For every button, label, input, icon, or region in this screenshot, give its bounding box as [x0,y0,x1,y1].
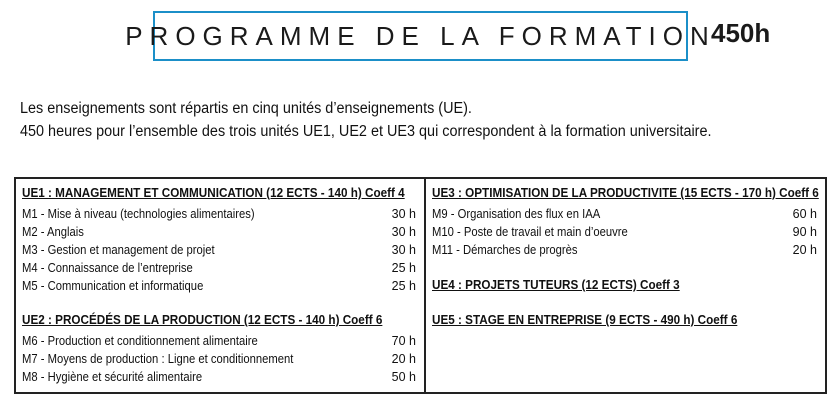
intro-line-2: 450 heures pour l’ensemble des trois unités UE1, UE2 et UE3 qui correspondent à la formation universitaire. [20,123,712,140]
module-label: M8 - Hygiène et sécurité alimentaire [22,370,203,384]
ue5-heading: UE5 : STAGE EN ENTREPRISE (9 ECTS - 490 h) Coeff 6 [432,312,738,327]
module-label: M6 - Production et conditionnement alimentaire [22,334,258,348]
module-label: M4 - Connaissance de l’entreprise [22,261,193,275]
module-label: M1 - Mise à niveau (technologies alimentaires) [22,207,255,221]
module-row [22,223,416,241]
module-row [432,205,817,223]
title-box [125,11,716,61]
ue3-heading: UE3 : OPTIMISATION DE LA PRODUCTIVITE (15 ECTS - 170 h) Coeff 6 [432,185,819,200]
module-hours: 50 h [391,370,416,384]
module-row [22,350,416,368]
module-row [432,241,817,259]
module-label: M7 - Moyens de production : Ligne et conditionnement [22,352,294,366]
intro-line-1: Les enseignements sont répartis en cinq unités d’enseignements (UE). [20,100,472,117]
page-title: PROGRAMME DE LA FORMATION [125,20,716,51]
module-hours: 25 h [391,261,416,275]
module-label: M3 - Gestion et management de projet [22,243,215,257]
module-hours: 30 h [391,225,416,239]
module-row [22,259,416,277]
module-hours: 30 h [391,243,416,257]
units-column-left [16,179,426,392]
ue4-heading: UE4 : PROJETS TUTEURS (12 ECTS) Coeff 3 [432,277,680,292]
ue2-heading: UE2 : PROCÉDÉS DE LA PRODUCTION (12 ECTS - 140 h) Coeff 6 [22,312,383,327]
module-label: M2 - Anglais [22,225,84,239]
intro-text [20,97,764,143]
module-hours: 20 h [792,243,817,257]
module-hours: 20 h [391,352,416,366]
module-label: M5 - Communication et informatique [22,279,204,293]
units-column-right [426,179,825,392]
module-hours: 90 h [792,225,817,239]
module-row [22,368,416,386]
module-label: M10 - Poste de travail et main d’oeuvre [432,225,628,239]
module-row [22,205,416,223]
module-row [22,332,416,350]
module-row [22,277,416,295]
module-hours: 30 h [391,207,416,221]
module-hours: 70 h [391,334,416,348]
total-hours: 450h [711,18,771,48]
module-hours: 25 h [391,279,416,293]
module-hours: 60 h [792,207,817,221]
module-row [432,223,817,241]
ue1-heading: UE1 : MANAGEMENT ET COMMUNICATION (12 ECTS - 140 h) Coeff 4 [22,185,405,200]
module-label: M11 - Démarches de progrès [432,243,578,257]
units-table [14,177,827,394]
module-row [22,241,416,259]
module-label: M9 - Organisation des flux en IAA [432,207,601,221]
